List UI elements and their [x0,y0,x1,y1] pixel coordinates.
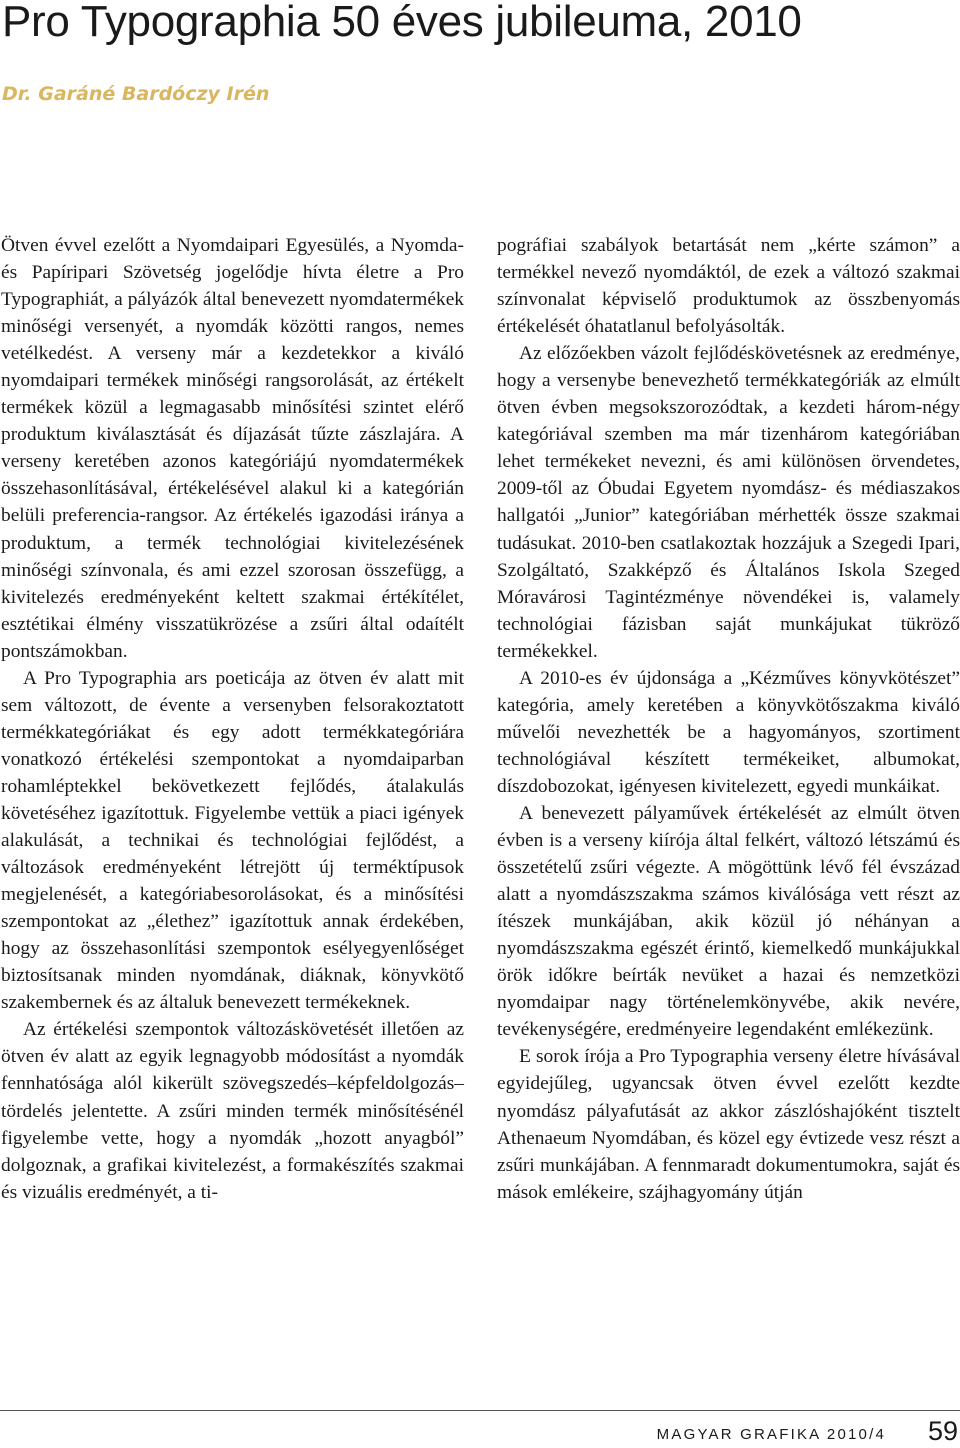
paragraph-continued: pográfiai szabályok betartását nem „kérte számon” a termékkel nevező nyomdáktól, de ezek a változó szakmai színvonalat képviselő produktumok az összbenyomás értékelését óhatatlanul befolyásolták. [497,235,960,338]
paragraph: Az előzőekben vázolt fejlődéskövetésnek az eredménye, hogy a versenybe benevezhető termékkategóriák az elmúlt ötven évben megsokszorozódtak, a kezdeti három-négy kategóriával szemben ma már tizenhárom kategóriában lehet termékeket nevezni, és ami különösen örvendetes, 2009-től az Óbudai Egyetem nyomdász- és médiaszakos hallgatói „Junior” kategóriában mérhették össze szakmai tudásukat. 2010-ben csatlakoztak hozzájuk a Szegedi Ipari, Szolgáltató, Szakképző és Általános Iskola Szeged Móravárosi Tagintézménye növendékei is, valamely technológiai fázisban saját munkájukat tükröző termékekkel. [497,343,960,662]
text-column-left [1,232,464,1206]
text-column-right [497,232,960,1206]
paragraph: Ötven évvel ezelőtt a Nyomdaipari Egyesülés, a Nyomda- és Papíripari Szövetség jogelődje hívta életre a Pro Typographiát, a pályázók által benevezett nyomdatermékek minőségi versenyét, a nyomdák közötti rangos, nemes vetélkedést. A verseny már a kezdetekkor a kiváló nyomdaipari termékek minőségi rangsorolását, az értékelt termékek közül a legmagasabb minősítési szintet elérő produktum kiválasztását és díjazását tűzte zászlajára. A verseny keretében azonos kategóriájú nyomdatermékek összehasonlításával, értékelésével alakul ki a kategórián belüli preferencia-rangsor. Az értékelés igazodási iránya a produktum, a termék technológiai kivitelezésének minőségi színvonala, és ami ezzel szorosan összefügg, a kivitelezés eredményeként keltett szakmai értékítélet, esztétikai élmény visszatükrözése a zsűri által odaítélt pontszámokban. [1,235,464,662]
page-number: 59 [927,1416,958,1446]
paragraph: A 2010-es év újdonsága a „Kézműves könyvkötészet” kategória, amely keretében a könyvkötőszakma kiváló művelői nevezhették be a hagyományos, szortiment technológiával készített termékeiket, albumokat, díszdobozokat, igényesen kivitelezett, egyedi munkáikat. [497,667,960,797]
article-title: Pro Typographia 50 éves jubileuma, 2010 [2,0,802,46]
paragraph: E sorok írója a Pro Typographia verseny életre hívásával egyidejűleg, ugyancsak ötven évvel ezelőtt kezdte nyomdász pályafutását az akkor zászlóshajóként tisztelt Athenaeum Nyomdában, és közel egy évtizede vesz részt a zsűri munkájában. A fennmaradt dokumentumokra, saját és mások emlékeire, szájhagyomány útján [497,1046,960,1203]
footer-divider [0,1410,960,1411]
paragraph: Az értékelési szempontok változáskövetését illetően az ötven év alatt az egyik legnagyobb módosítást a nyomdák fennhatósága alól kikerült szövegszedés–képfeldolgozás–tördelés jelentette. A zsűri minden termék minősítésénél figyelembe vette, hogy a nyomdák „hozott anyagból” dolgoznak, a grafikai kivitelezést, a formakészítés szakmai és vizuális eredményét, a ti- [1,1019,464,1203]
journal-name: MAGYAR GRAFIKA 2010/4 [656,1426,886,1443]
paragraph: A benevezett pályaművek értékelését az elmúlt ötven évben is a verseny kiírója által felkért, változó létszámú és összetételű zsűri végezte. A mögöttünk lévő fél évszázad alatt a nyomdászszakma számos kiválósága vett részt az ítészek munkájában, akik közül jó néhányan a nyomdászszakma egészét érintő, kiemelkedő munkájukkal örök időkre beírták nevüket a hazai és nemzetközi nyomdaipar nagy történelemkönyvébe, akik nevére, tevékenységére, eredményeire legendaként emlékezünk. [497,802,960,1041]
article-author: Dr. Garáné Bardóczy Irén [2,83,270,105]
paragraph: A Pro Typographia ars poeticája az ötven év alatt mit sem változott, de évente a versenyben felsorakoztatott termékkategóriákat és egy adott termékkategóriára vonatkozó értékelési szempontokat a nyomdaiparban rohamléptekkel bekövetkezett fejlődés, átalakulás követéséhez igazítottuk. Figyelembe vettük a piaci igények alakulását, a technikai és technológiai fejlődést, a változások eredményeként létrejött új terméktípusok megjelenését, a kategóriabesorolásokat, és a minősítési szempontokat az „élethez” igazítottuk annak érdekében, hogy az összehasonlítási szempontok esélyegyenlőséget biztosítsanak minden nyomdának, diáknak, könyvkötő szakembernek és az általuk benevezett termékeknek. [1,667,464,1014]
